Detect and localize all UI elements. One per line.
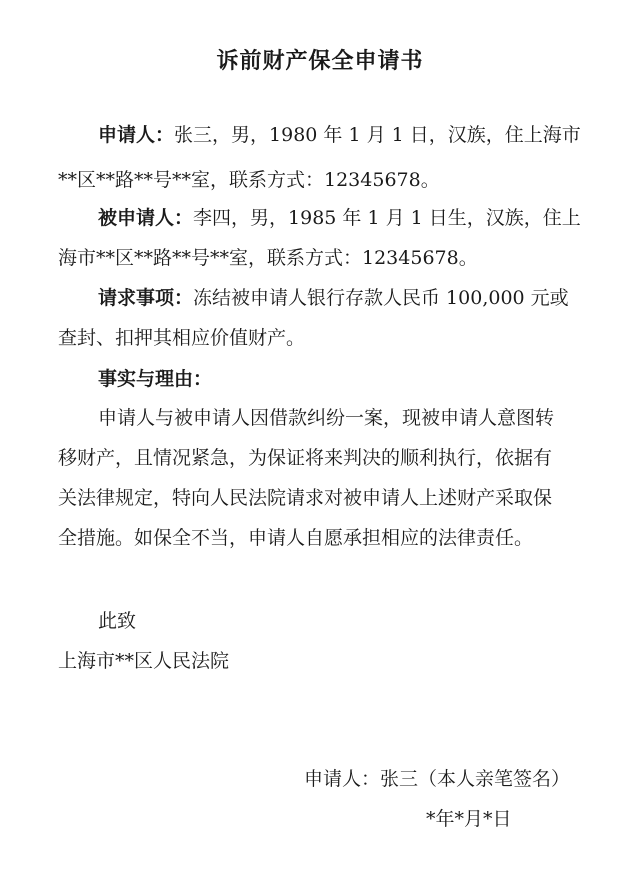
applicant-line-2: **区**路**号**室，联系方式：12345678。 <box>58 169 440 191</box>
respondent-line-2: 海市**区**路**号**室，联系方式：12345678。 <box>58 247 478 269</box>
signature-line: 申请人：张三（本人亲笔签名） <box>304 768 571 790</box>
request-label: 请求事项： <box>98 287 194 309</box>
request-line-2: 查封、扣押其相应价值财产。 <box>58 327 306 349</box>
facts-line: 全措施。如保全不当，申请人自愿承担相应的法律责任。 <box>58 527 534 549</box>
applicant-label: 申请人： <box>98 124 175 146</box>
facts-line: 关法律规定，特向人民法院请求对被申请人上述财产采取保 <box>58 487 553 509</box>
facts-line: 移财产，且情况紧急，为保证将来判决的顺利执行，依据有 <box>58 447 553 469</box>
applicant-text-1: 张三，男，1980 年 1 月 1 日，汉族，住上海市 <box>174 124 581 146</box>
respondent-line-1 <box>98 205 581 231</box>
signature-date: *年*月*日 <box>426 808 512 830</box>
court-name: 上海市**区人民法院 <box>58 650 230 672</box>
applicant-line-1 <box>98 122 581 148</box>
request-text-1: 冻结被申请人银行存款人民币 100,000 元或 <box>193 287 569 309</box>
request-line-1 <box>98 285 569 311</box>
document-title: 诉前财产保全申请书 <box>216 48 424 74</box>
salutation: 此致 <box>98 610 137 632</box>
facts-line: 申请人与被申请人因借款纠纷一案，现被申请人意图转 <box>98 407 555 429</box>
respondent-text-1: 李四，男，1985 年 1 月 1 日生，汉族，住上 <box>193 207 581 229</box>
respondent-label: 被申请人： <box>98 207 194 229</box>
facts-label: 事实与理由： <box>98 368 213 390</box>
